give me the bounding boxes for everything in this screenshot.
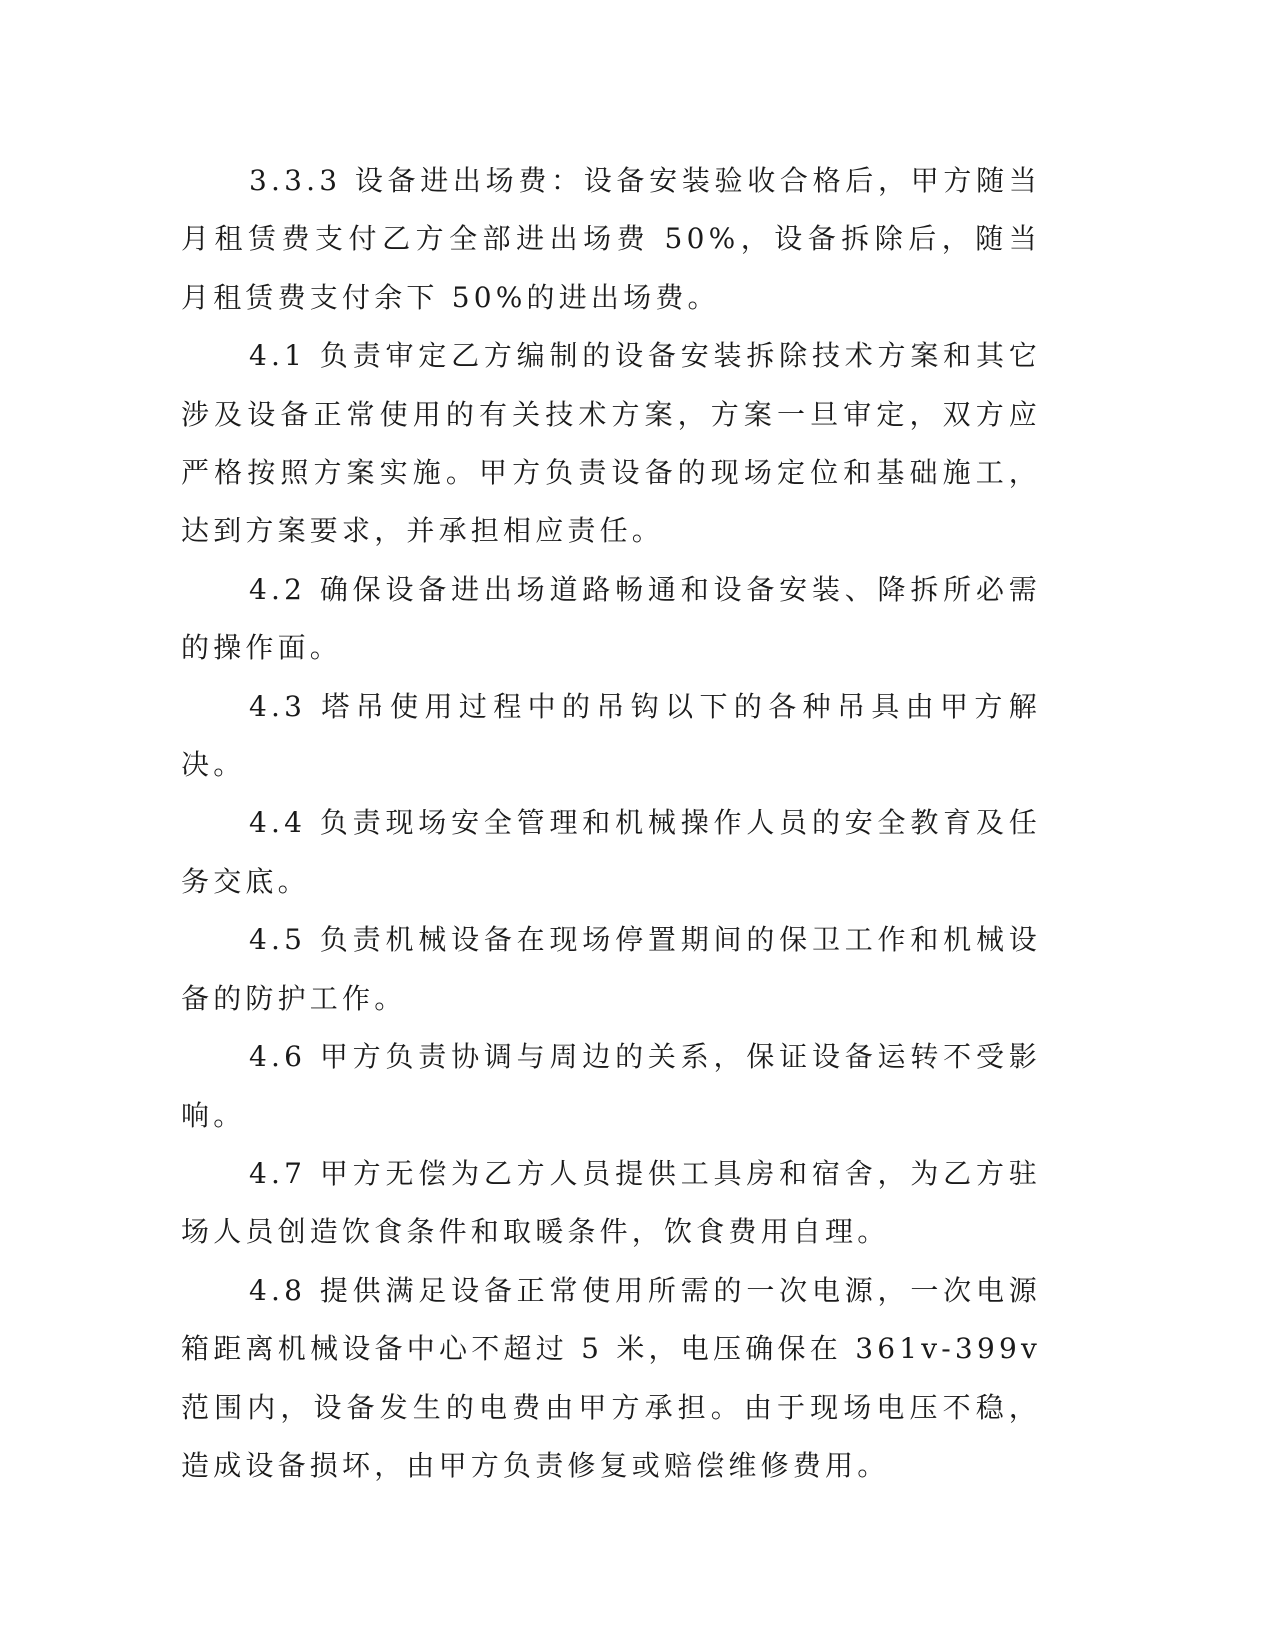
paragraph-4-7: 4.7 甲方无偿为乙方人员提供工具房和宿舍，为乙方驻场人员创造饮食条件和取暖条件，饮食费用自理。 bbox=[181, 1156, 1041, 1249]
paragraph-3-3-3: 3.3.3 设备进出场费：设备安装验收合格后，甲方随当月租赁费支付乙方全部进出场费 50%，设备拆除后，随当月租赁费支付余下 50%的进出场费。 bbox=[181, 164, 1041, 314]
paragraph-4-1: 4.1 负责审定乙方编制的设备安装拆除技术方案和其它涉及设备正常使用的有关技术方案，方案一旦审定，双方应严格按照方案实施。甲方负责设备的现场定位和基础施工，达到方案要求，并承担相应责任。 bbox=[181, 339, 1041, 548]
paragraph-4-5: 4.5 负责机械设备在现场停置期间的保卫工作和机械设备的防护工作。 bbox=[181, 923, 1041, 1015]
document-body bbox=[181, 152, 1041, 1495]
paragraph-4-2: 4.2 确保设备进出场道路畅通和设备安装、降拆所必需的操作面。 bbox=[181, 572, 1041, 665]
paragraph-4-6: 4.6 甲方负责协调与周边的关系，保证设备运转不受影响。 bbox=[181, 1040, 1041, 1132]
paragraph-4-4: 4.4 负责现场安全管理和机械操作人员的安全教育及任务交底。 bbox=[181, 806, 1041, 898]
paragraph-4-8: 4.8 提供满足设备正常使用所需的一次电源，一次电源箱距离机械设备中心不超过 5 米，电压确保在 361v-399v 范围内，设备发生的电费由甲方承担。由于现场电压不稳，造成设备损坏，由甲方负责修复或赔偿维修费用。 bbox=[181, 1273, 1041, 1482]
paragraph-4-3: 4.3 塔吊使用过程中的吊钩以下的各种吊具由甲方解决。 bbox=[181, 689, 1041, 782]
